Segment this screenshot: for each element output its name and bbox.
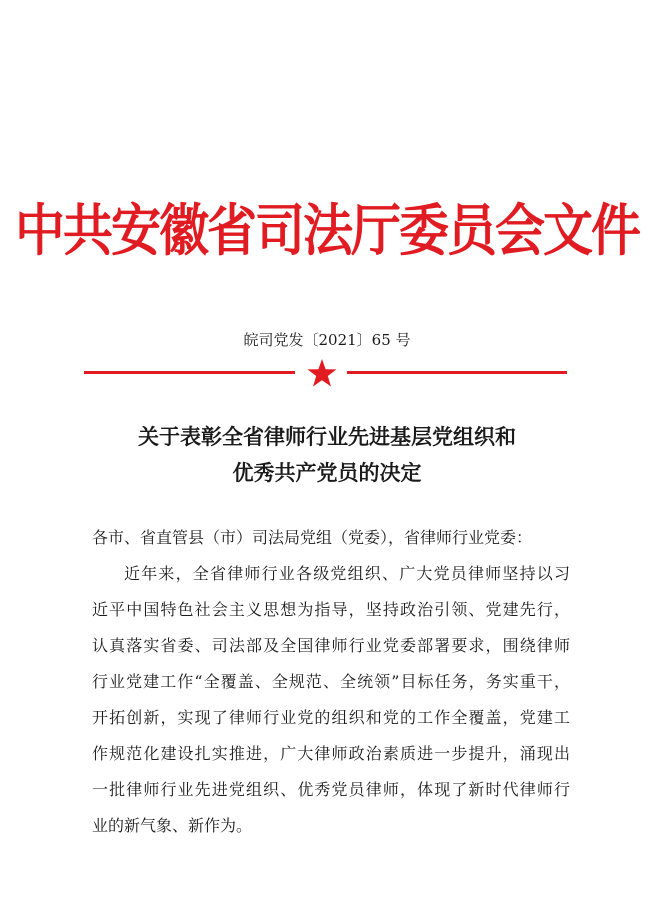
body-text-line: 近平中国特色社会主义思想为指导，坚持政治引领、党建先行， [92, 600, 570, 619]
document-header-title: 中共安徽省司法厅委员会文件 [15, 197, 639, 264]
red-divider-right [347, 371, 567, 374]
red-divider-left [84, 371, 295, 374]
body-text-line: 一批律师行业先进党组织、优秀党员律师，体现了新时代律师行 [92, 780, 570, 799]
subject-title-line-2: 优秀共产党员的决定 [232, 460, 422, 485]
subject-title-line-1: 关于表彰全省律师行业先进基层党组织和 [138, 424, 516, 449]
body-text-line: 认真落实省委、司法部及全国律师行业党委部署要求，围绕律师 [92, 636, 570, 655]
salutation: 各市、省直管县（市）司法局党组（党委），省律师行业党委： [92, 528, 533, 547]
body-text-line: 开拓创新，实现了律师行业党的组织和党的工作全覆盖，党建工 [92, 708, 570, 727]
body-text-line: 业的新气象、新作为。 [92, 816, 253, 835]
body-text-line: 近年来，全省律师行业各级党组织、广大党员律师坚持以习 [124, 564, 570, 583]
body-text-line: 行业党建工作“全覆盖、全规范、全统领”目标任务，务实重干， [92, 672, 570, 691]
red-star-icon [307, 359, 337, 387]
document-number: 皖司党发〔2021〕65 号 [243, 331, 411, 349]
body-text-line: 作规范化建设扎实推进，广大律师政治素质进一步提升，涌现出 [92, 744, 570, 763]
